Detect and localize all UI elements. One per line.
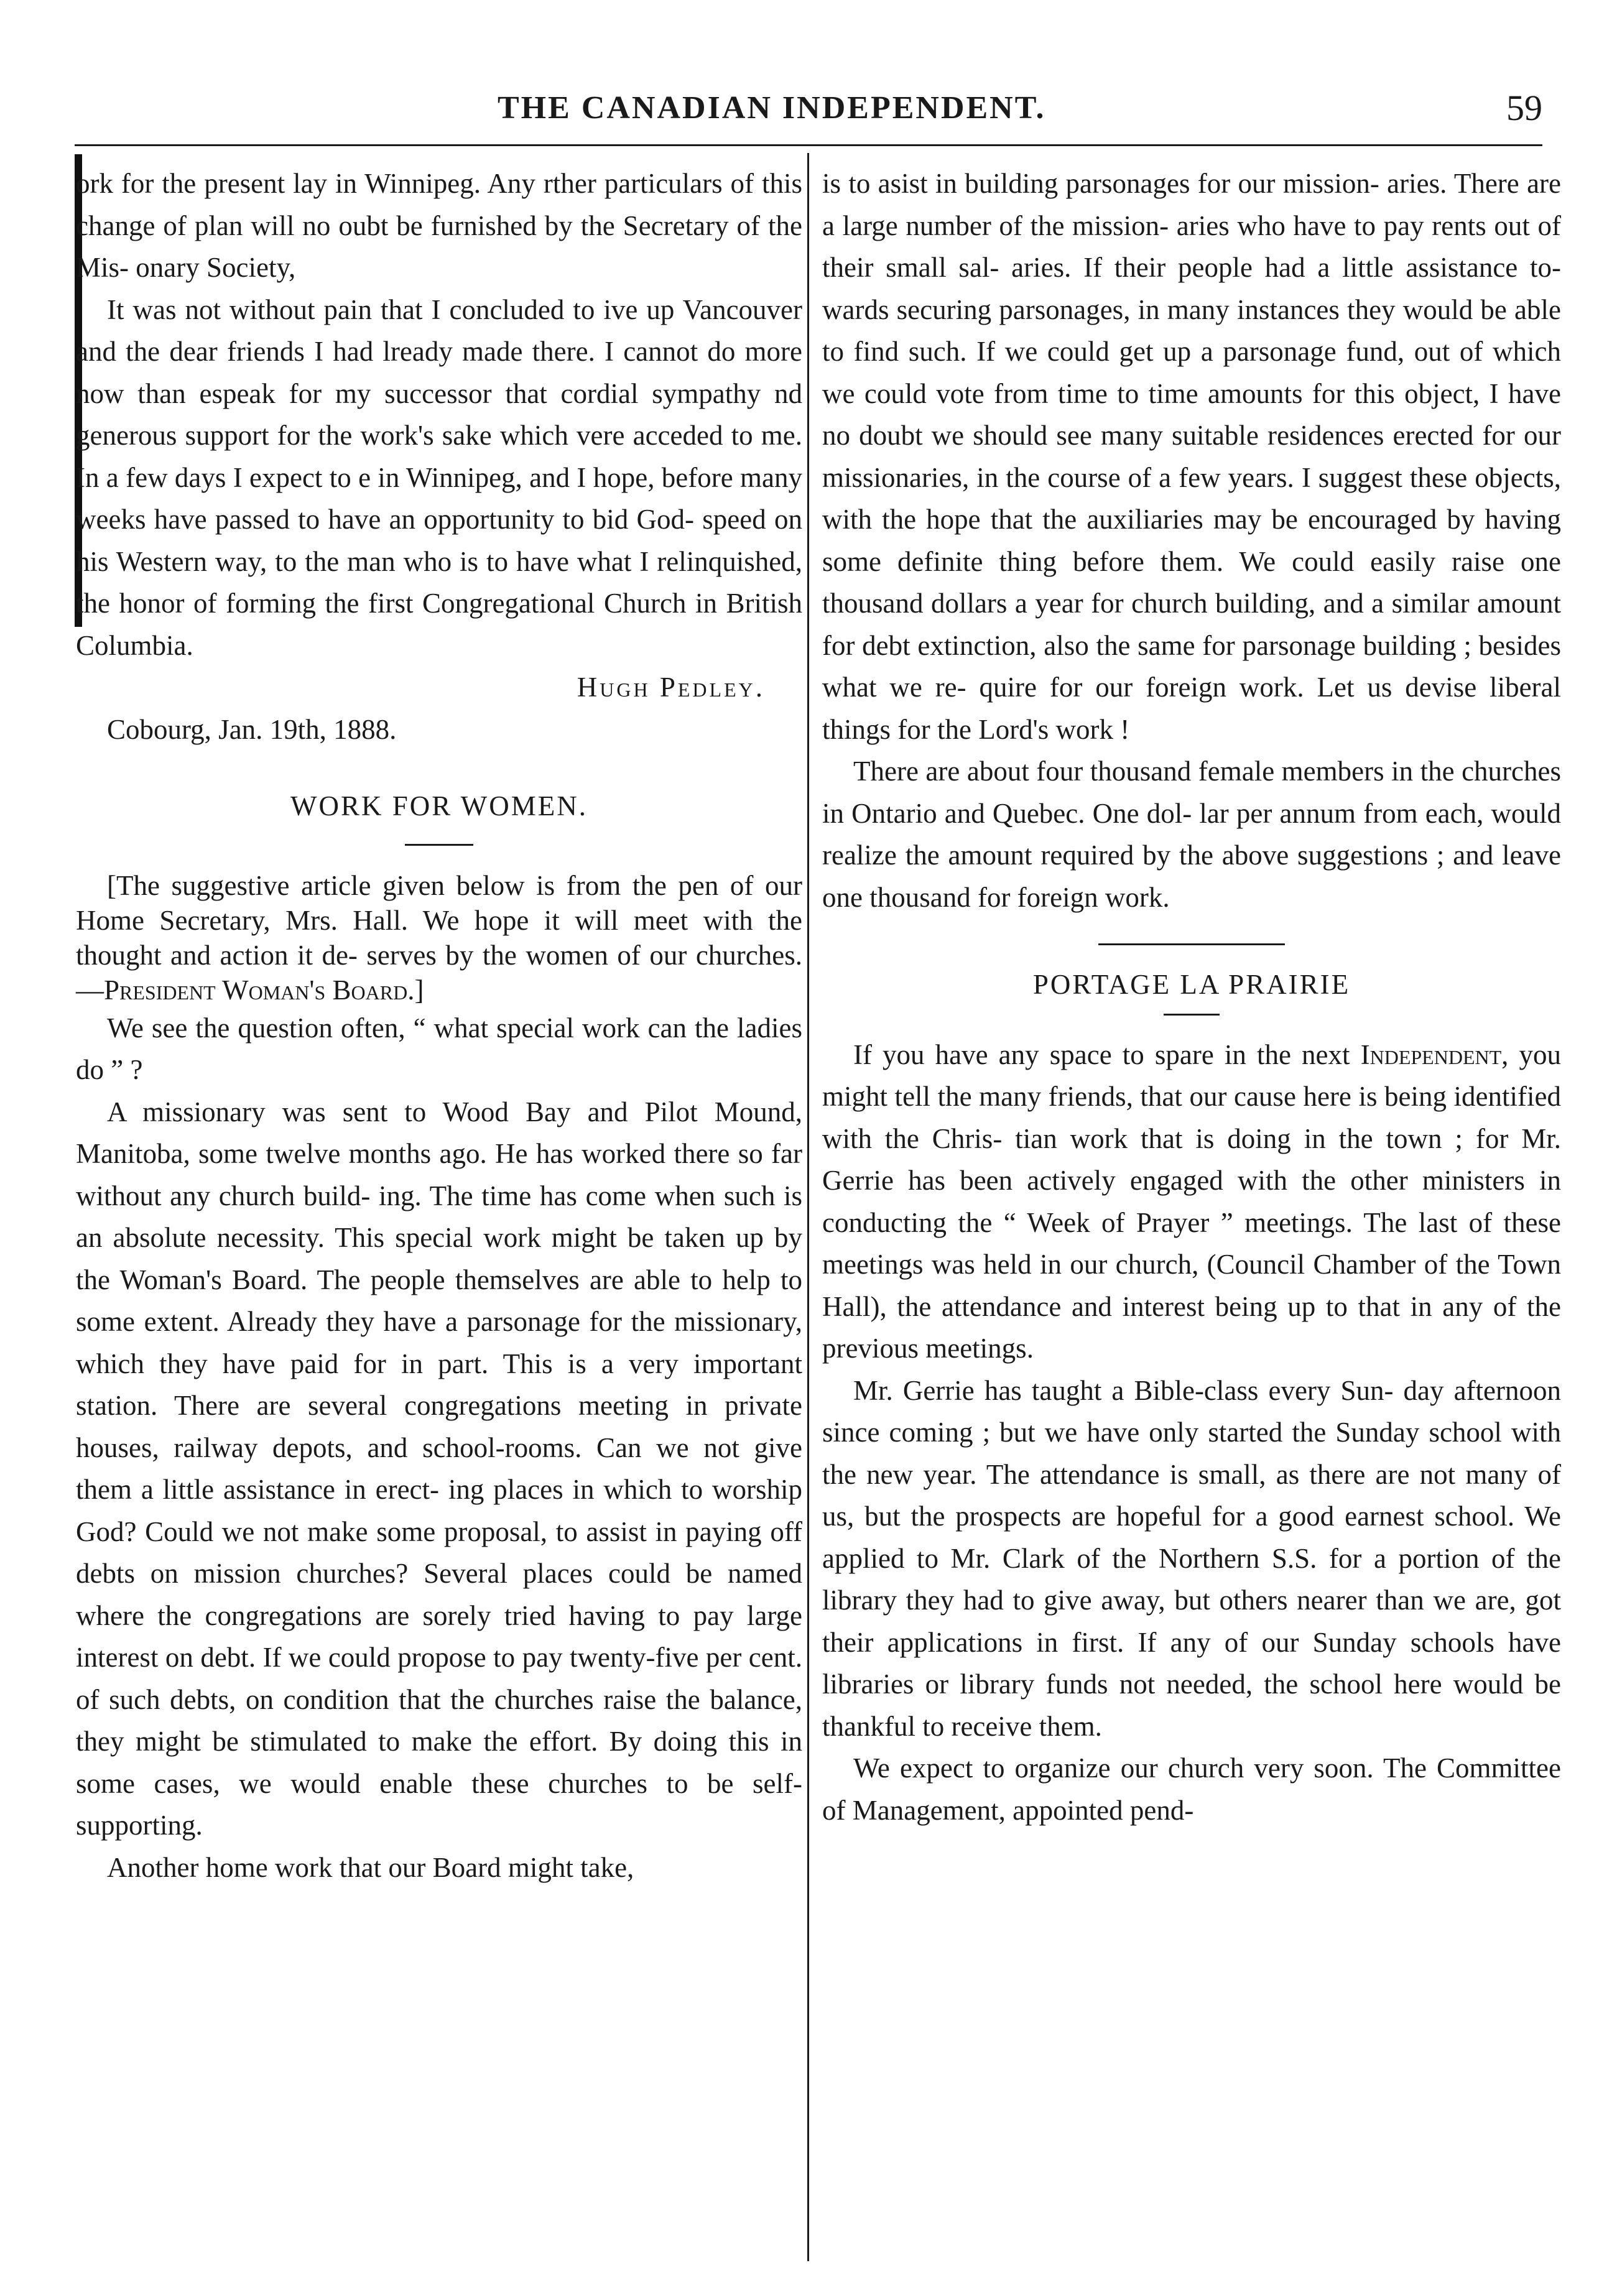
editor-note-signature: President Woman's Board. (104, 974, 415, 1006)
editor-note-text: [The suggestive article given below is from the pen of our Home Secretary, Mrs. Hall. We hope it will meet with the thought and action it de- serves by the women of our churches.— (76, 869, 802, 1006)
paragraph: Mr. Gerrie has taught a Bible-class every Sun- day afternoon since coming ; but we have only started the Sunday school with the new year. The attendance is small, as there are not many of us, but the prospects are hopeful for a good earnest school. We applied to Mr. Clark of the Northern S.S. for a portion of the library they had to give away, but others nearer than we are, got their applications in first. If any of our Sunday schools have libraries or library funds not needed, the school here would be thankful to receive them. (822, 1374, 1561, 1742)
section-heading: PORTAGE LA PRAIRIE (1032, 969, 1351, 1000)
section-rule (1098, 943, 1285, 945)
publication-title: THE CANADIAN INDEPENDENT. (498, 90, 1046, 126)
right-column (822, 163, 1561, 1831)
heading-rule (1164, 1014, 1220, 1016)
dateline: Cobourg, Jan. 19th, 1888. (107, 713, 397, 745)
paragraph: ork for the present lay in Winnipeg. Any rther particulars of this change of plan will no oubt be furnished by the Secretary of the Mis- onary Society, (76, 168, 802, 283)
paragraph: is to asist in building parsonages for our mission- aries. There are a large number of the mission- aries who have to pay rents out of their small sal- aries. If their people had a little assistance to- wards securing parsonages, in many instances they would be able to find such. If we could get up a parsonage fund, out of which we could vote from time to time amounts for this object, I have no doubt we should see many suitable residences erected for our missionaries, in the course of a few years. I suggest these objects, with the hope that the auxiliaries may be encouraged by having some definite thing before them. We could easily raise one thousand dollars a year for church building, and a similar amount for debt extinction, also the same for parsonage building ; besides what we re- quire for our foreign work. Let us devise liberal things for the Lord's work ! (822, 168, 1561, 745)
signature: Hugh Pedley. (577, 672, 765, 703)
section-heading: WORK FOR WOMEN. (290, 790, 588, 822)
page-header (75, 86, 1542, 142)
column-divider (807, 153, 809, 2261)
paragraph: We see the question often, “ what special work can the ladies do ” ? (76, 1012, 802, 1085)
paragraph: Another home work that our Board might take, (107, 1851, 634, 1883)
editor-note-close: ] (414, 974, 424, 1006)
editor-note (76, 868, 802, 1007)
heading-rule (405, 844, 473, 846)
page-number: 59 (1506, 88, 1542, 128)
paragraph: It was not without pain that I concluded to ive up Vancouver and the dear friends I had lready made there. I cannot do more now than espeak for my successor that cordial sympathy nd generous support for the work's sake which vere acceded to me. In a few days I expect to e in Winnipeg, and I hope, before many weeks have passed to have an opportunity to bid God- speed on his Western way, to the man who is to have what I relinquished, the honor of forming the first Congregational Church in British Columbia. (76, 294, 802, 661)
header-rule (75, 144, 1542, 146)
paragraph: A missionary was sent to Wood Bay and Pilot Mound, Manitoba, some twelve months ago. He has worked there so far without any church build- ing. The time has come when such is an absolute necessity. This special work might be taken up by the Woman's Board. The people themselves are able to help to some extent. Already they have a parsonage for the missionary, which they have paid for in part. This is a very important station. There are several congregations meeting in private houses, railway depots, and school-rooms. Can we not give them a little assistance in erect- ing places in which to worship God? Could we not make some proposal, to assist in paying off debts on mission churches? Several places could be named where the congregations are sorely tried having to pay large interest on debt. If we could propose to pay twenty-five per cent. of such debts, on condition that the churches raise the balance, they might be stimulated to make the effort. By doing this in some cases, we would enable these churches to be self-supporting. (76, 1096, 802, 1841)
left-column (76, 163, 802, 1889)
paper-name: Independent (1360, 1039, 1502, 1070)
paragraph: We expect to organize our church very soon. The Committee of Management, appointed pend- (822, 1752, 1561, 1826)
paragraph-start: If you have any space to spare in the next (853, 1039, 1361, 1070)
paragraph: There are about four thousand female members in the churches in Ontario and Quebec. One dol- lar per annum from each, would realize the amount required by the above suggestions ; and leave one thousand for foreign work. (822, 756, 1561, 913)
paragraph (822, 1034, 1561, 1370)
paragraph-rest: , you might tell the many friends, that our cause here is being identified with the Chris- tian work that is doing in the town ; for Mr. Gerrie has been actively engaged with the other ministers in conducting the “ Week of Prayer ” meetings. The last of these meetings was held in our church, (Council Chamber of the Town Hall), the attendance and interest being up to that in any of the previous meetings. (822, 1039, 1561, 1364)
